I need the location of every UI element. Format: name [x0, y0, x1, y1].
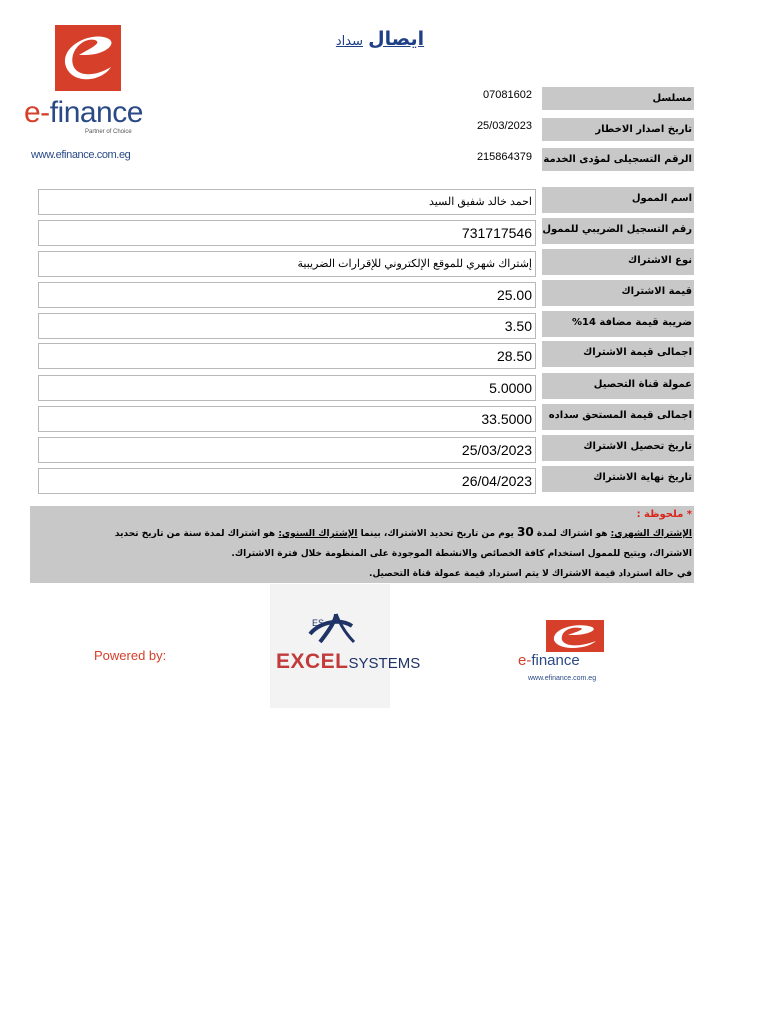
end-date-value: 26/04/2023 — [38, 468, 536, 494]
subscription-total-value: 28.50 — [38, 343, 536, 369]
provider-reg-label: الرقم التسجيلى لمؤدى الخدمة — [542, 148, 694, 171]
provider-reg-value: 215864379 — [476, 151, 532, 163]
subscription-amount-value: 25.00 — [38, 282, 536, 308]
vat-label: ضريبة قيمة مضافة 14% — [542, 311, 694, 337]
note-title: * ملحوظة : — [636, 509, 692, 520]
collection-date-label: تاريخ تحصيل الاشتراك — [542, 435, 694, 461]
subscription-type-label: نوع الاشتراك — [542, 249, 694, 275]
vat-value: 3.50 — [38, 313, 536, 339]
subscription-type-value: إشتراك شهري للموقع الإلكتروني للإقرارات الضريبية — [38, 251, 536, 277]
efinance-footer-wordmark: e-finance — [518, 652, 580, 669]
serial-value: 07081602 — [483, 89, 532, 101]
excel-systems-emblem-icon — [306, 612, 356, 646]
note-line-1: الإشتراك الشهري: هو اشتراك لمدة 30 يوم من تاريخ تحديد الاشتراك، بينما الإشتراك السنوي: هو اشتراك لمدة سنة من تاريخ تحديد — [114, 525, 692, 539]
serial-label: مسلسل — [542, 87, 694, 110]
efinance-url: www.efinance.com.eg — [31, 149, 131, 161]
channel-fee-value: 5.0000 — [38, 375, 536, 401]
efinance-logo-icon — [55, 25, 121, 91]
note-line-3: في حالة استرداد قيمة الاشتراك لا يتم استرداد قيمة عمولة قناة التحصيل. — [369, 569, 692, 579]
taxpayer-name-label: اسم الممول — [542, 187, 694, 213]
efinance-tagline: Partner of Choice — [85, 129, 132, 135]
subscription-total-label: اجمالى قيمة الاشتراك — [542, 341, 694, 367]
excel-systems-logo — [270, 584, 390, 708]
note-box — [30, 506, 694, 583]
collection-date-value: 25/03/2023 — [38, 437, 536, 463]
channel-fee-label: عمولة قناة التحصيل — [542, 373, 694, 399]
note-line-2: الاشتراك، ويتيح للممول استخدام كافة الخصائص والانشطة الموجودة على المنظومة خلال فترة الاشتراك. — [231, 549, 692, 559]
notice-date-label: تاريخ اصدار الاخطار — [542, 118, 694, 141]
subscription-amount-label: قيمة الاشتراك — [542, 280, 694, 306]
amount-due-label: اجمالى قيمة المستحق سداده — [542, 404, 694, 430]
efinance-logo-wordmark: e-finance — [24, 96, 143, 129]
efinance-footer-logo-icon — [546, 620, 604, 652]
excel-systems-badge: ES — [312, 618, 325, 628]
notice-date-value: 25/03/2023 — [476, 120, 532, 132]
excel-systems-wordmark: EXCELSYSTEMS — [276, 650, 421, 673]
powered-by-label: Powered by: — [94, 648, 167, 663]
tax-reg-label: رقم التسجيل الضريبي للممول — [542, 218, 694, 244]
amount-due-value: 33.5000 — [38, 406, 536, 432]
page-title: ايصال سداد — [335, 28, 425, 50]
tax-reg-value: 731717546 — [38, 220, 536, 246]
taxpayer-name-value: احمد خالد شفيق السيد — [38, 189, 536, 215]
end-date-label: تاريخ نهاية الاشتراك — [542, 466, 694, 492]
efinance-footer-url: www.efinance.com.eg — [528, 675, 597, 682]
